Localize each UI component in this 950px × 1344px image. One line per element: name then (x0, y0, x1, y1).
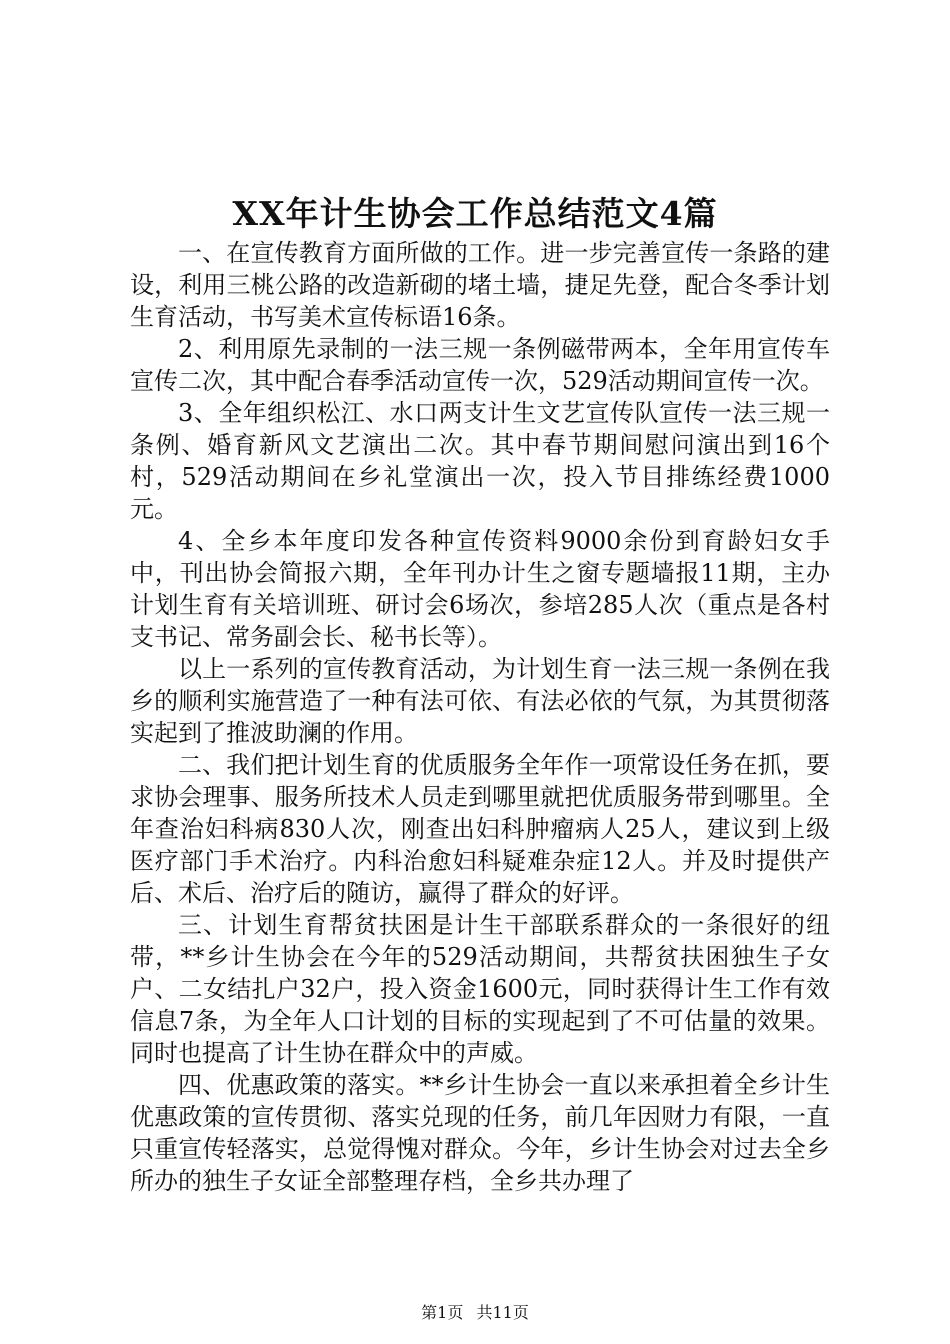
document-body (130, 237, 830, 1197)
paragraph-8: 四、优惠政策的落实。**乡计生协会一直以来承担着全乡计生优惠政策的宣传贯彻、落实兑现的任务，前几年因财力有限，一直只重宣传轻落实，总觉得愧对群众。今年，乡计生协会对过去全乡所办的独生子女证全部整理存档，全乡共办理了 (130, 1071, 830, 1195)
page-number: 第1页 (421, 1303, 464, 1322)
paragraph-1: 一、在宣传教育方面所做的工作。进一步完善宣传一条路的建设，利用三桃公路的改造新砌的堵土墙，捷足先登，配合冬季计划生育活动，书写美术宣传标语16条。 (130, 239, 830, 331)
paragraph-5: 以上一系列的宣传教育活动，为计划生育一法三规一条例在我乡的顺利实施营造了一种有法可依、有法必依的气氛，为其贯彻落实起到了推波助澜的作用。 (130, 655, 830, 747)
paragraph-7: 三、计划生育帮贫扶困是计生干部联系群众的一条很好的纽带，**乡计生协会在今年的529活动期间，共帮贫扶困独生子女户、二女结扎户32户，投入资金1600元，同时获得计生工作有效信息7条，为全年人口计划的目标的实现起到了不可估量的效果。同时也提高了计生协在群众中的声威。 (130, 911, 830, 1067)
paragraph-2: 2、利用原先录制的一法三规一条例磁带两本，全年用宣传车宣传二次，其中配合春季活动宣传一次，529活动期间宣传一次。 (130, 335, 830, 395)
document-title: XX年计生协会工作总结范文4篇 (232, 194, 718, 233)
page-total: 共11页 (476, 1303, 529, 1322)
page-footer (0, 1300, 950, 1323)
paragraph-3: 3、全年组织松江、水口两支计生文艺宣传队宣传一法三规一条例、婚育新风文艺演出二次。其中春节期间慰问演出到16个村，529活动期间在乡礼堂演出一次，投入节目排练经费1000元。 (130, 399, 830, 523)
paragraph-4: 4、全乡本年度印发各种宣传资料9000余份到育龄妇女手中，刊出协会简报六期，全年刊办计生之窗专题墙报11期，主办计划生育有关培训班、研讨会6场次，参培285人次（重点是各村支书记、常务副会长、秘书长等）。 (130, 527, 830, 651)
paragraph-6: 二、我们把计划生育的优质服务全年作一项常设任务在抓，要求协会理事、服务所技术人员走到哪里就把优质服务带到哪里。全年查治妇科病830人次，刚查出妇科肿瘤病人25人，建议到上级医疗部门手术治疗。内科治愈妇科疑难杂症12人。并及时提供产后、术后、治疗后的随访，赢得了群众的好评。 (130, 751, 830, 907)
